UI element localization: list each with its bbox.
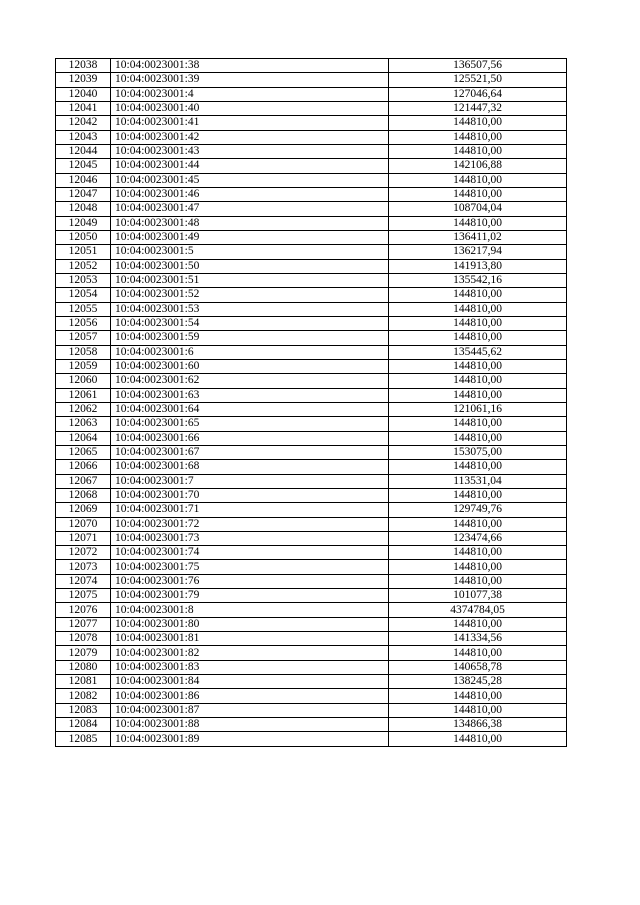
table-row: [56, 331, 567, 345]
cadastral-number-cell: 10:04:0023001:8: [111, 603, 389, 617]
cadastral-number-cell: 10:04:0023001:7: [111, 474, 389, 488]
row-number-cell: 12073: [56, 560, 111, 574]
row-number-cell: 12078: [56, 632, 111, 646]
cadastral-number-cell: 10:04:0023001:79: [111, 589, 389, 603]
row-number-cell: 12045: [56, 159, 111, 173]
cadastral-number-cell: 10:04:0023001:70: [111, 488, 389, 502]
value-cell: 144810,00: [389, 431, 567, 445]
table-row: [56, 503, 567, 517]
value-cell: 144810,00: [389, 288, 567, 302]
value-cell: 144810,00: [389, 417, 567, 431]
cadastral-number-cell: 10:04:0023001:68: [111, 460, 389, 474]
cadastral-number-cell: 10:04:0023001:83: [111, 660, 389, 674]
value-cell: 144810,00: [389, 560, 567, 574]
table-row: [56, 531, 567, 545]
row-number-cell: 12085: [56, 732, 111, 746]
cadastral-number-cell: 10:04:0023001:64: [111, 402, 389, 416]
table-row: [56, 216, 567, 230]
table-row: [56, 646, 567, 660]
cadastral-number-cell: 10:04:0023001:74: [111, 546, 389, 560]
cadastral-number-cell: 10:04:0023001:53: [111, 302, 389, 316]
value-cell: 144810,00: [389, 617, 567, 631]
table-row: [56, 345, 567, 359]
value-cell: 144810,00: [389, 646, 567, 660]
value-cell: 144810,00: [389, 173, 567, 187]
value-cell: 134866,38: [389, 718, 567, 732]
table-row: [56, 431, 567, 445]
value-cell: 144810,00: [389, 331, 567, 345]
cadastral-number-cell: 10:04:0023001:40: [111, 101, 389, 115]
row-number-cell: 12052: [56, 259, 111, 273]
cadastral-number-cell: 10:04:0023001:86: [111, 689, 389, 703]
cadastral-number-cell: 10:04:0023001:89: [111, 732, 389, 746]
value-cell: 144810,00: [389, 703, 567, 717]
row-number-cell: 12061: [56, 388, 111, 402]
cadastral-number-cell: 10:04:0023001:67: [111, 445, 389, 459]
table-row: [56, 130, 567, 144]
row-number-cell: 12044: [56, 144, 111, 158]
value-cell: 144810,00: [389, 488, 567, 502]
row-number-cell: 12055: [56, 302, 111, 316]
row-number-cell: 12056: [56, 316, 111, 330]
row-number-cell: 12060: [56, 374, 111, 388]
table-row: [56, 488, 567, 502]
row-number-cell: 12080: [56, 660, 111, 674]
cadastral-number-cell: 10:04:0023001:81: [111, 632, 389, 646]
row-number-cell: 12074: [56, 574, 111, 588]
cadastral-number-cell: 10:04:0023001:42: [111, 130, 389, 144]
row-number-cell: 12063: [56, 417, 111, 431]
row-number-cell: 12059: [56, 359, 111, 373]
row-number-cell: 12082: [56, 689, 111, 703]
value-cell: 141334,56: [389, 632, 567, 646]
table-row: [56, 632, 567, 646]
table-row: [56, 574, 567, 588]
cadastral-number-cell: 10:04:0023001:51: [111, 273, 389, 287]
value-cell: 141913,80: [389, 259, 567, 273]
row-number-cell: 12072: [56, 546, 111, 560]
table-row: [56, 388, 567, 402]
value-cell: 113531,04: [389, 474, 567, 488]
value-cell: 144810,00: [389, 689, 567, 703]
row-number-cell: 12053: [56, 273, 111, 287]
table-row: [56, 230, 567, 244]
table-row: [56, 718, 567, 732]
document-page: [55, 58, 566, 747]
cadastral-number-cell: 10:04:0023001:60: [111, 359, 389, 373]
value-cell: 136507,56: [389, 59, 567, 73]
row-number-cell: 12077: [56, 617, 111, 631]
table-row: [56, 546, 567, 560]
value-cell: 144810,00: [389, 116, 567, 130]
value-cell: 140658,78: [389, 660, 567, 674]
value-cell: 108704,04: [389, 202, 567, 216]
table-row: [56, 517, 567, 531]
table-row: [56, 675, 567, 689]
value-cell: 135445,62: [389, 345, 567, 359]
value-cell: 144810,00: [389, 460, 567, 474]
row-number-cell: 12046: [56, 173, 111, 187]
table-row: [56, 589, 567, 603]
cadastral-number-cell: 10:04:0023001:45: [111, 173, 389, 187]
value-cell: 144810,00: [389, 130, 567, 144]
row-number-cell: 12071: [56, 531, 111, 545]
table-row: [56, 689, 567, 703]
cadastral-number-cell: 10:04:0023001:82: [111, 646, 389, 660]
cadastral-number-cell: 10:04:0023001:6: [111, 345, 389, 359]
cadastral-number-cell: 10:04:0023001:54: [111, 316, 389, 330]
value-cell: 144810,00: [389, 732, 567, 746]
table-row: [56, 245, 567, 259]
table-row: [56, 445, 567, 459]
value-cell: 127046,64: [389, 87, 567, 101]
row-number-cell: 12075: [56, 589, 111, 603]
cadastral-number-cell: 10:04:0023001:44: [111, 159, 389, 173]
table-row: [56, 259, 567, 273]
table-row: [56, 460, 567, 474]
value-cell: 144810,00: [389, 216, 567, 230]
cadastral-number-cell: 10:04:0023001:71: [111, 503, 389, 517]
table-row: [56, 316, 567, 330]
cadastral-number-cell: 10:04:0023001:62: [111, 374, 389, 388]
table-row: [56, 359, 567, 373]
table-row: [56, 374, 567, 388]
row-number-cell: 12064: [56, 431, 111, 445]
value-cell: 129749,76: [389, 503, 567, 517]
cadastral-number-cell: 10:04:0023001:76: [111, 574, 389, 588]
cadastral-number-cell: 10:04:0023001:65: [111, 417, 389, 431]
value-cell: 144810,00: [389, 144, 567, 158]
cadastral-number-cell: 10:04:0023001:87: [111, 703, 389, 717]
row-number-cell: 12040: [56, 87, 111, 101]
cadastral-number-cell: 10:04:0023001:80: [111, 617, 389, 631]
table-row: [56, 617, 567, 631]
cadastral-number-cell: 10:04:0023001:47: [111, 202, 389, 216]
row-number-cell: 12047: [56, 187, 111, 201]
cadastral-number-cell: 10:04:0023001:5: [111, 245, 389, 259]
table-row: [56, 660, 567, 674]
row-number-cell: 12050: [56, 230, 111, 244]
value-cell: 153075,00: [389, 445, 567, 459]
table-row: [56, 417, 567, 431]
row-number-cell: 12041: [56, 101, 111, 115]
value-cell: 4374784,05: [389, 603, 567, 617]
row-number-cell: 12049: [56, 216, 111, 230]
row-number-cell: 12054: [56, 288, 111, 302]
cadastral-number-cell: 10:04:0023001:73: [111, 531, 389, 545]
cadastral-number-cell: 10:04:0023001:66: [111, 431, 389, 445]
table-row: [56, 560, 567, 574]
table-row: [56, 144, 567, 158]
table-row: [56, 703, 567, 717]
table-row: [56, 73, 567, 87]
table-row: [56, 87, 567, 101]
cadastral-number-cell: 10:04:0023001:48: [111, 216, 389, 230]
table-row: [56, 101, 567, 115]
table-row: [56, 59, 567, 73]
value-cell: 121447,32: [389, 101, 567, 115]
value-cell: 136411,02: [389, 230, 567, 244]
value-cell: 121061,16: [389, 402, 567, 416]
table-row: [56, 187, 567, 201]
row-number-cell: 12083: [56, 703, 111, 717]
row-number-cell: 12070: [56, 517, 111, 531]
cadastral-number-cell: 10:04:0023001:59: [111, 331, 389, 345]
cadastral-number-cell: 10:04:0023001:4: [111, 87, 389, 101]
row-number-cell: 12069: [56, 503, 111, 517]
cadastral-number-cell: 10:04:0023001:75: [111, 560, 389, 574]
row-number-cell: 12079: [56, 646, 111, 660]
cadastral-number-cell: 10:04:0023001:88: [111, 718, 389, 732]
value-cell: 138245,28: [389, 675, 567, 689]
table-row: [56, 159, 567, 173]
cadastral-number-cell: 10:04:0023001:72: [111, 517, 389, 531]
table-row: [56, 116, 567, 130]
row-number-cell: 12081: [56, 675, 111, 689]
table-row: [56, 302, 567, 316]
cadastral-number-cell: 10:04:0023001:39: [111, 73, 389, 87]
row-number-cell: 12084: [56, 718, 111, 732]
cadastral-number-cell: 10:04:0023001:46: [111, 187, 389, 201]
value-cell: 144810,00: [389, 359, 567, 373]
table-body: [56, 59, 567, 747]
value-cell: 144810,00: [389, 302, 567, 316]
cadastral-value-table: [55, 58, 567, 747]
row-number-cell: 12042: [56, 116, 111, 130]
table-row: [56, 202, 567, 216]
cadastral-number-cell: 10:04:0023001:43: [111, 144, 389, 158]
value-cell: 101077,38: [389, 589, 567, 603]
row-number-cell: 12067: [56, 474, 111, 488]
row-number-cell: 12068: [56, 488, 111, 502]
value-cell: 144810,00: [389, 388, 567, 402]
cadastral-number-cell: 10:04:0023001:38: [111, 59, 389, 73]
cadastral-number-cell: 10:04:0023001:84: [111, 675, 389, 689]
row-number-cell: 12066: [56, 460, 111, 474]
table-row: [56, 474, 567, 488]
value-cell: 142106,88: [389, 159, 567, 173]
row-number-cell: 12038: [56, 59, 111, 73]
value-cell: 144810,00: [389, 546, 567, 560]
row-number-cell: 12039: [56, 73, 111, 87]
row-number-cell: 12062: [56, 402, 111, 416]
table-row: [56, 732, 567, 746]
value-cell: 144810,00: [389, 187, 567, 201]
row-number-cell: 12065: [56, 445, 111, 459]
row-number-cell: 12076: [56, 603, 111, 617]
cadastral-number-cell: 10:04:0023001:49: [111, 230, 389, 244]
table-row: [56, 173, 567, 187]
value-cell: 136217,94: [389, 245, 567, 259]
value-cell: 135542,16: [389, 273, 567, 287]
cadastral-number-cell: 10:04:0023001:50: [111, 259, 389, 273]
value-cell: 125521,50: [389, 73, 567, 87]
value-cell: 144810,00: [389, 374, 567, 388]
table-row: [56, 603, 567, 617]
row-number-cell: 12051: [56, 245, 111, 259]
row-number-cell: 12058: [56, 345, 111, 359]
cadastral-number-cell: 10:04:0023001:52: [111, 288, 389, 302]
row-number-cell: 12043: [56, 130, 111, 144]
table-row: [56, 273, 567, 287]
row-number-cell: 12048: [56, 202, 111, 216]
cadastral-number-cell: 10:04:0023001:63: [111, 388, 389, 402]
value-cell: 144810,00: [389, 316, 567, 330]
cadastral-number-cell: 10:04:0023001:41: [111, 116, 389, 130]
table-row: [56, 402, 567, 416]
table-row: [56, 288, 567, 302]
value-cell: 144810,00: [389, 574, 567, 588]
row-number-cell: 12057: [56, 331, 111, 345]
value-cell: 144810,00: [389, 517, 567, 531]
value-cell: 123474,66: [389, 531, 567, 545]
